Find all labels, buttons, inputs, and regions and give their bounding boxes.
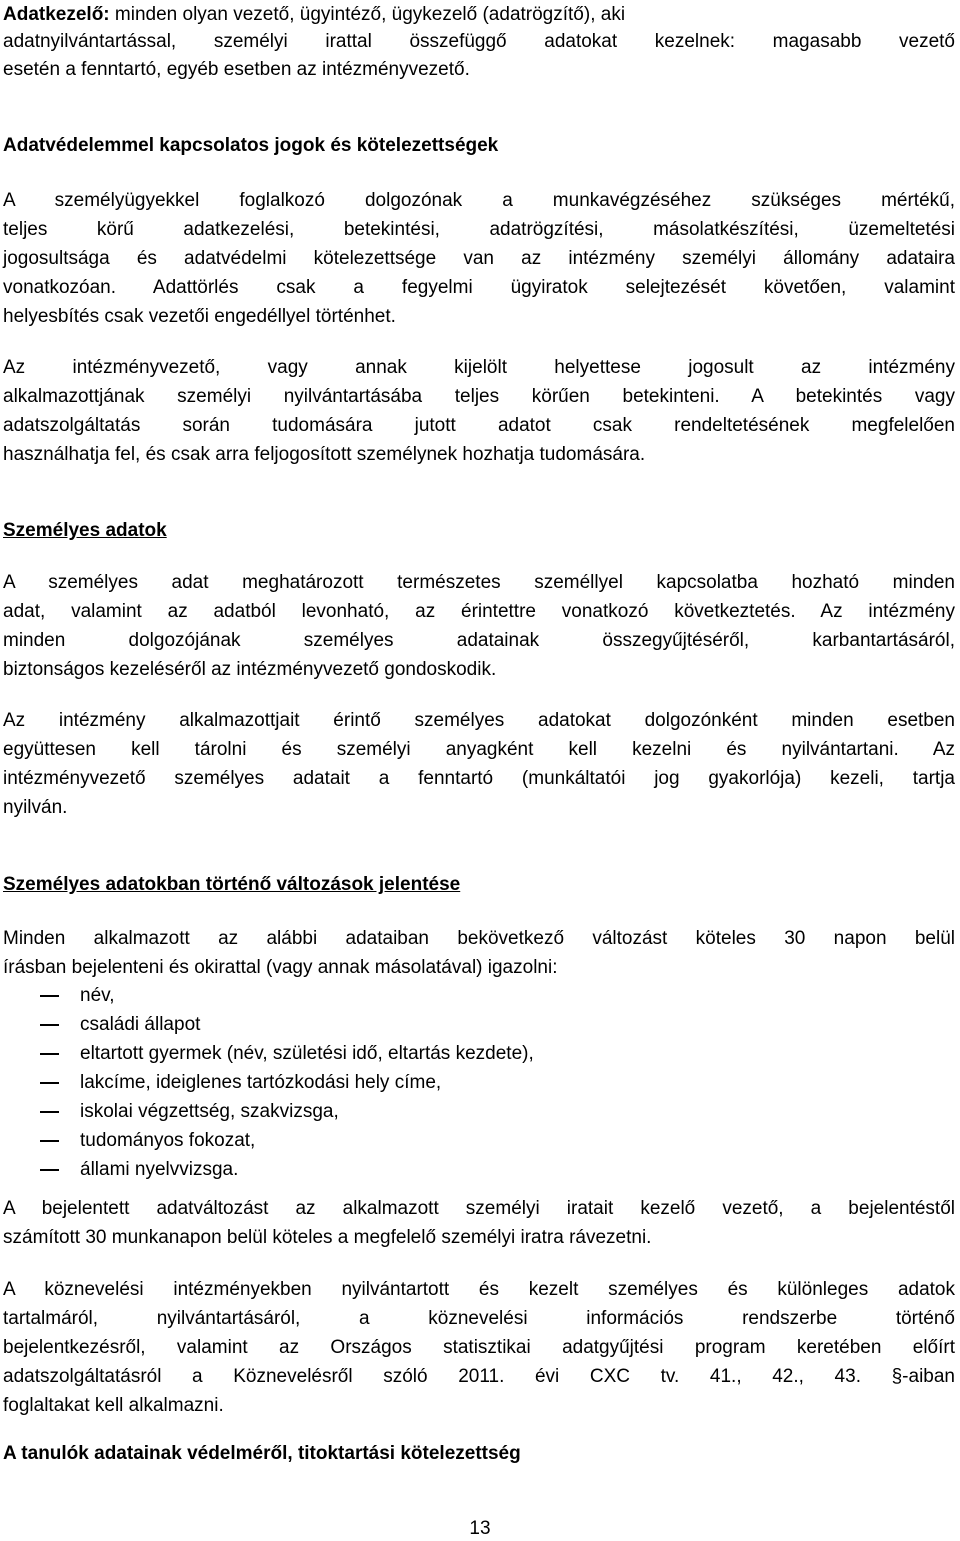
text-line: helyesbítés csak vezetői engedéllyel történhet. (3, 306, 396, 327)
dash-bullet-icon (40, 1024, 59, 1026)
text-line: A bejelentett adatváltozást az alkalmazott személyi iratait kezelő vezető, a bejelentéstől (3, 1198, 955, 1219)
list-item: lakcíme, ideiglenes tartózkodási hely címe, (3, 1068, 955, 1097)
section-heading: Személyes adatokban történő változások jelentése (3, 874, 461, 895)
text-line: teljes körű adatkezelési, betekintési, adatrögzítési, másolatkészítési, üzemeltetési (3, 219, 955, 240)
paragraph (3, 353, 955, 469)
intro-line: adatnyilvántartással, személyi irattal összefüggő adatokat kezelnek: magasabb vezető (3, 31, 955, 52)
list-item: eltartott gyermek (név, születési idő, eltartás kezdete), (3, 1039, 955, 1068)
dash-bullet-icon (40, 1053, 59, 1055)
dash-bullet-icon (40, 1140, 59, 1142)
paragraph (3, 706, 955, 822)
text-line: alkalmazottjának személyi nyilvántartásába teljes körűen betekinteni. A betekintés vagy (3, 386, 955, 407)
list-item: tudományos fokozat, (3, 1126, 955, 1155)
list-item: állami nyelvvizsga. (3, 1155, 955, 1184)
list-item: iskolai végzettség, szakvizsga, (3, 1097, 955, 1126)
page-number: 13 (469, 1518, 491, 1539)
text-line: számított 30 munkanapon belül köteles a megfelelő személyi iratra rávezetni. (3, 1227, 652, 1248)
paragraph (3, 186, 955, 331)
dash-bullet-icon (40, 1169, 59, 1171)
text-line: bejelentkezésről, valamint az Országos statisztikai adatgyűjtési program keretében előírt (3, 1337, 955, 1358)
section-heading: Személyes adatok (3, 520, 167, 541)
text-line: A személyügyekkel foglalkozó dolgozónak a munkavégzéséhez szükséges mértékű, (3, 190, 955, 211)
dash-bullet-icon (40, 1111, 59, 1113)
text-line: foglaltakat kell alkalmazni. (3, 1395, 224, 1416)
text-line: adatszolgáltatás során tudomására jutott adatot csak rendeltetésének megfelelően (3, 415, 955, 436)
section-heading: A tanulók adatainak védelméről, titoktartási kötelezettség (3, 1443, 521, 1464)
text-line: írásban bejelenteni és okirattal (vagy annak másolatával) igazolni: (3, 957, 558, 978)
text-line: Az intézmény alkalmazottjait érintő személyes adatokat dolgozónként minden esetben (3, 710, 955, 731)
text-line: biztonságos kezeléséről az intézményvezető gondoskodik. (3, 659, 497, 680)
text-line: Minden alkalmazott az alábbi adataiban bekövetkező változást köteles 30 napon belül (3, 928, 955, 949)
section-heading: Adatvédelemmel kapcsolatos jogok és kötelezettségek (3, 135, 499, 156)
intro-text: minden olyan vezető, ügyintéző, ügykezelő (adatrögzítő), aki (109, 4, 626, 25)
intro-line: esetén a fenntartó, egyéb esetben az intézményvezető. (3, 59, 470, 80)
text-line: minden dolgozójának személyes adatainak összegyűjtéséről, karbantartásáról, (3, 630, 955, 651)
text-line: A köznevelési intézményekben nyilvántartott és kezelt személyes és különleges adatok (3, 1279, 955, 1300)
text-line: adatszolgáltatásról a Köznevelésről szóló 2011. évi CXC tv. 41., 42., 43. §-aiban (3, 1366, 955, 1387)
paragraph (3, 568, 955, 684)
paragraph (3, 1194, 955, 1252)
paragraph (3, 924, 955, 982)
text-line: A személyes adat meghatározott természetes személlyel kapcsolatba hozható minden (3, 572, 955, 593)
text-line: intézményvezető személyes adatait a fenntartó (munkáltatói jog gyakorlója) kezeli, tartja (3, 768, 955, 789)
text-line: adat, valamint az adatból levonható, az érintettre vonatkozó következtetés. Az intézmény (3, 601, 955, 622)
list-item: név, (3, 981, 955, 1010)
text-line: tartalmáról, nyilvántartásáról, a köznevelési információs rendszerbe történő (3, 1308, 955, 1329)
intro-term: Adatkezelő: (3, 4, 110, 25)
dash-bullet-icon (40, 1082, 59, 1084)
text-line: vonatkozóan. Adattörlés csak a fegyelmi ügyiratok selejtezését követően, valamint (3, 277, 955, 298)
change-list (3, 981, 955, 1184)
text-line: együttesen kell tárolni és személyi anyagként kell kezelni és nyilvántartani. Az (3, 739, 955, 760)
text-line: jogosultsága és adatvédelmi kötelezettsége van az intézmény személyi állomány adataira (3, 248, 955, 269)
intro-line (3, 0, 955, 29)
dash-bullet-icon (40, 995, 59, 997)
text-line: nyilván. (3, 797, 68, 818)
paragraph (3, 1275, 955, 1420)
text-line: Az intézményvezető, vagy annak kijelölt helyettese jogosult az intézmény (3, 357, 955, 378)
text-line: használhatja fel, és csak arra feljogosított személynek hozhatja tudomására. (3, 444, 646, 465)
list-item: családi állapot (3, 1010, 955, 1039)
